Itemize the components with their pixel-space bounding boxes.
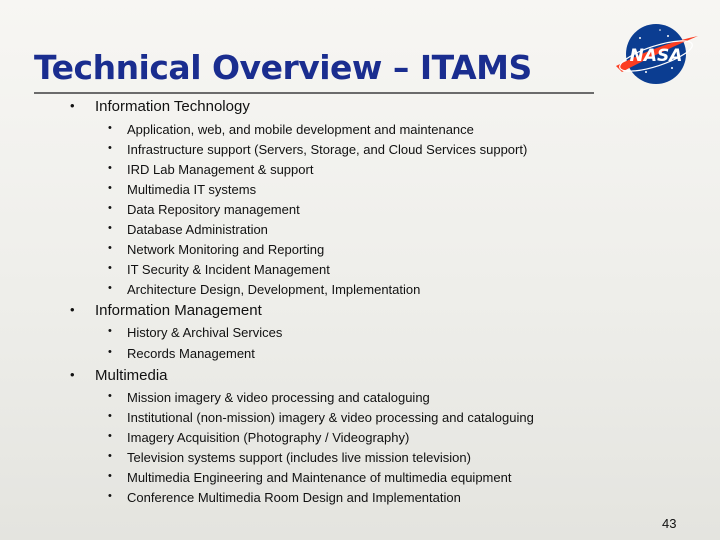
- bullet-icon: •: [108, 162, 112, 174]
- list-item: • Network Monitoring and Reporting: [108, 242, 325, 257]
- section-heading: • Information Management: [70, 302, 262, 319]
- bullet-icon: •: [70, 367, 75, 382]
- bullet-icon: •: [108, 430, 112, 442]
- bullet-icon: •: [70, 98, 75, 113]
- bullet-icon: •: [108, 325, 112, 337]
- list-item: • Institutional (non-mission) imagery & video processing and cataloguing: [108, 410, 534, 425]
- bullet-icon: •: [70, 302, 75, 317]
- list-item: • Infrastructure support (Servers, Storage, and Cloud Services support): [108, 142, 528, 157]
- bullet-icon: •: [108, 450, 112, 462]
- bullet-icon: •: [108, 470, 112, 482]
- bullet-icon: •: [108, 122, 112, 134]
- bullet-icon: •: [108, 222, 112, 234]
- list-item: • Data Repository management: [108, 202, 300, 217]
- title-divider: [34, 92, 594, 94]
- list-item: • Architecture Design, Development, Implementation: [108, 282, 421, 297]
- list-item: • Multimedia Engineering and Maintenance of multimedia equipment: [108, 470, 512, 485]
- bullet-icon: •: [108, 282, 112, 294]
- list-item: • Application, web, and mobile development and maintenance: [108, 122, 474, 137]
- bullet-icon: •: [108, 262, 112, 274]
- list-item: • Imagery Acquisition (Photography / Videography): [108, 430, 410, 445]
- section-heading: • Multimedia: [70, 367, 168, 384]
- bullet-icon: •: [108, 490, 112, 502]
- bullet-icon: •: [108, 202, 112, 214]
- list-item: • Database Administration: [108, 222, 268, 237]
- page-number: 43: [662, 516, 677, 531]
- section-heading: • Information Technology: [70, 98, 250, 115]
- nasa-logo: [610, 16, 702, 92]
- slide-title: Technical Overview – ITAMS: [34, 48, 532, 87]
- list-item: • Multimedia IT systems: [108, 182, 257, 197]
- list-item: • Records Management: [108, 346, 255, 361]
- list-item: • Conference Multimedia Room Design and Implementation: [108, 490, 461, 505]
- bullet-icon: •: [108, 346, 112, 358]
- bullet-icon: •: [108, 142, 112, 154]
- nasa-logo-text: NASA: [629, 46, 683, 66]
- list-item: • Mission imagery & video processing and cataloguing: [108, 390, 430, 405]
- bullet-icon: •: [108, 242, 112, 254]
- bullet-icon: •: [108, 410, 112, 422]
- list-item: • History & Archival Services: [108, 325, 283, 340]
- bullet-icon: •: [108, 390, 112, 402]
- list-item: • Television systems support (includes live mission television): [108, 450, 471, 465]
- bullet-icon: •: [108, 182, 112, 194]
- list-item: • IRD Lab Management & support: [108, 162, 314, 177]
- list-item: • IT Security & Incident Management: [108, 262, 330, 277]
